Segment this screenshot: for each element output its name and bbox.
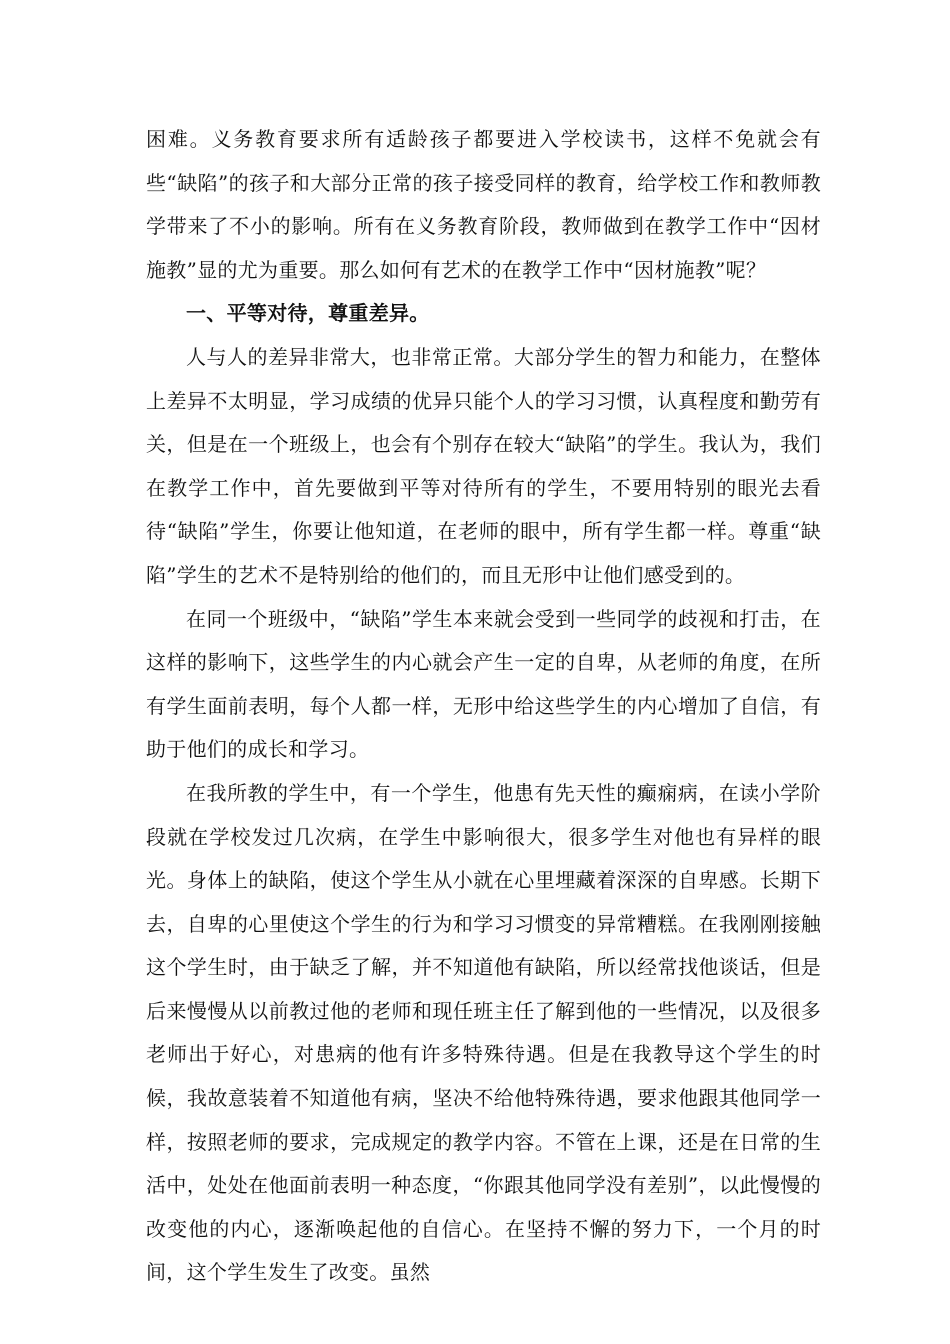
paragraph: 在我所教的学生中，有一个学生，他患有先天性的癫痫病，在读小学阶段就在学校发过几次病，在学生中影响很大，很多学生对他也有异样的眼光。身体上的缺陷，使这个学生从小就在心里埋藏着深深的自卑感。长期下去，自卑的心里使这个学生的行为和学习习惯变的异常糟糕。在我刚刚接触这个学生时，由于缺乏了解，并不知道他有缺陷，所以经常找他谈话，但是后来慢慢从以前教过他的老师和现任班主任了解到他的一些情况，以及很多老师出于好心，对患病的他有许多特殊待遇。但是在我教导这个学生的时候，我故意装着不知道他有病，坚决不给他特殊待遇，要求他跟其他同学一样，按照老师的要求，完成规定的教学内容。不管在上课，还是在日常的生活中，处处在他面前表明一种态度，“你跟其他同学没有差别”，以此慢慢的改变他的内心，逐渐唤起他的自信心。在坚持不懈的努力下，一个月的时间，这个学生发生了改变。虽然 xyxy=(146,780,821,1285)
paragraph-continuation: 困难。义务教育要求所有适龄孩子都要进入学校读书，这样不免就会有些“缺陷”的孩子和大部分正常的孩子接受同样的教育，给学校工作和教师教学带来了不小的影响。所有在义务教育阶段，教师做到在教学工作中“因材施教”显的尤为重要。那么如何有艺术的在教学工作中“因材施教”呢？ xyxy=(146,127,821,282)
section-heading: 一、平等对待，尊重差异。 xyxy=(186,301,430,326)
document-body xyxy=(146,118,821,1295)
paragraph: 在同一个班级中，“缺陷”学生本来就会受到一些同学的歧视和打击，在这样的影响下，这些学生的内心就会产生一定的自卑，从老师的角度，在所有学生面前表明，每个人都一样，无形中给这些学生的内心增加了自信，有助于他们的成长和学习。 xyxy=(146,606,821,762)
paragraph: 人与人的差异非常大，也非常正常。大部分学生的智力和能力，在整体上差异不太明显，学习成绩的优异只能个人的学习习惯，认真程度和勤劳有关，但是在一个班级上，也会有个别存在较大“缺陷”的学生。我认为，我们在教学工作中，首先要做到平等对待所有的学生，不要用特别的眼光去看待“缺陷”学生，你要让他知道，在老师的眼中，所有学生都一样。尊重“缺陷”学生的艺术不是特别给的他们的，而且无形中让他们感受到的。 xyxy=(146,344,821,587)
